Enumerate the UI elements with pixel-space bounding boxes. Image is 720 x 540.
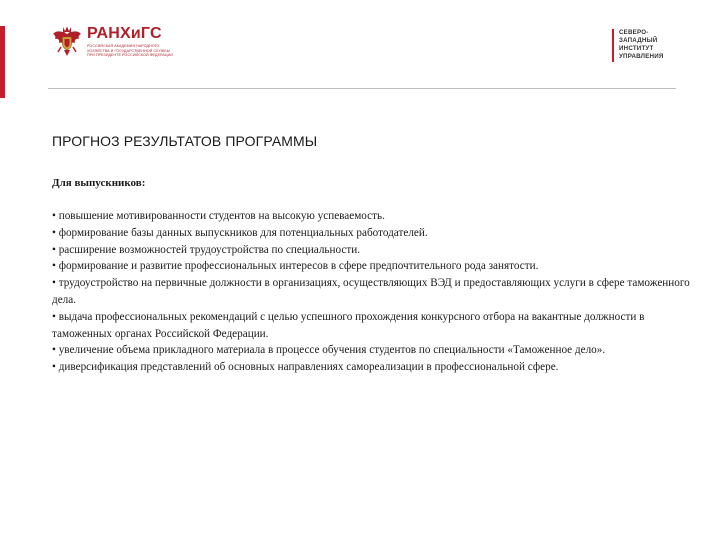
institute-logo-bar bbox=[612, 29, 614, 62]
list-item: • увеличение объема прикладного материала в процессе обучения студентов по специальности «Таможенное дело». bbox=[52, 344, 606, 357]
logo-brand-text: РАНХиГС bbox=[87, 25, 162, 42]
header-divider bbox=[48, 88, 676, 89]
list-item: • выдача профессиональных рекомендаций с целью успешного прохождения конкурсного отбора на вакантные должности в таможенных органах Российской Федерации. bbox=[52, 310, 645, 340]
logo-fullname-text: РОССИЙСКАЯ АКАДЕМИЯ НАРОДНОГО ХОЗЯЙСТВА И ГОСУДАРСТВЕННОЙ СЛУЖБЫ ПРИ ПРЕЗИДЕНТЕ РОССИЙСКОЙ ФЕДЕРАЦИИ bbox=[87, 44, 173, 58]
ranepa-logo bbox=[52, 25, 173, 63]
institute-name: СЕВЕРО- ЗАПАДНЫЙ ИНСТИТУТ УПРАВЛЕНИЯ bbox=[619, 29, 664, 60]
list-item: • трудоустройство на первичные должности в организациях, осуществляющих ВЭД и предоставляющих услуги в сфере таможенного дела. bbox=[52, 277, 690, 306]
list-item: • формирование и развитие профессиональных интересов в сфере предпочтительного рода занятости. bbox=[52, 260, 539, 273]
list-item: • повышение мотивированности студентов на высокую успеваемость. bbox=[52, 210, 385, 222]
left-accent-bar bbox=[0, 26, 5, 98]
double-headed-eagle-crest-icon bbox=[52, 25, 82, 59]
list-item: • формирование базы данных выпускников для потенциальных работодателей. bbox=[52, 226, 428, 239]
results-list bbox=[52, 208, 692, 376]
list-item: • расширение возможностей трудоустройства по специальности. bbox=[52, 243, 361, 256]
section-subtitle: Для выпускников: bbox=[52, 177, 146, 189]
page-title: ПРОГНОЗ РЕЗУЛЬТАТОВ ПРОГРАММЫ bbox=[52, 133, 318, 149]
institute-logo bbox=[612, 29, 664, 62]
list-item: • диверсификация представлений об основных направлениях самореализации в профессиональной сфере. bbox=[52, 361, 559, 374]
